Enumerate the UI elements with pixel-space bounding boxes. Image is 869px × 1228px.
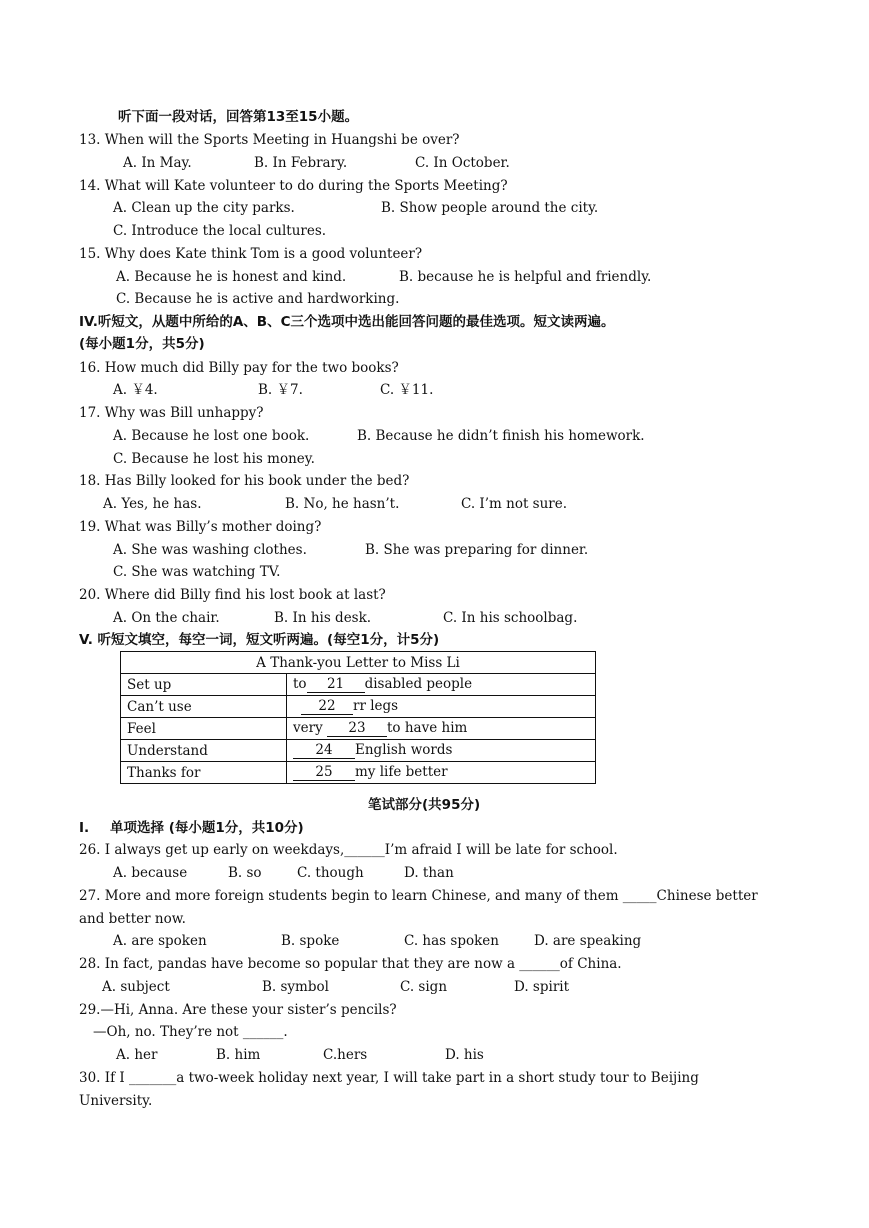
row-prefix: to bbox=[293, 676, 307, 692]
question-26-stem: 26. I always get up early on weekdays,______I’m afraid I will be late for school. bbox=[79, 842, 618, 858]
row-content bbox=[287, 674, 596, 696]
question-15-stem: 15. Why does Kate think Tom is a good volunteer? bbox=[79, 246, 423, 262]
row-content bbox=[287, 696, 596, 718]
row-content bbox=[287, 740, 596, 762]
question-16-option-a: A. ￥4. bbox=[113, 382, 158, 398]
table-title-row bbox=[121, 652, 596, 674]
question-30-stem-line2: University. bbox=[79, 1093, 153, 1109]
question-27-option-b: B. spoke bbox=[281, 933, 340, 949]
row-suffix: English words bbox=[355, 742, 453, 758]
question-26-option-c: C. though bbox=[297, 865, 364, 881]
row-label: Thanks for bbox=[121, 762, 287, 784]
blank-24: 24 bbox=[293, 742, 355, 759]
question-18-stem: 18. Has Billy looked for his book under the bed? bbox=[79, 473, 410, 489]
question-16-option-b: B. ￥7. bbox=[258, 382, 303, 398]
question-27-stem-line1: 27. More and more foreign students begin to learn Chinese, and many of them _____Chinese better bbox=[79, 888, 758, 904]
question-20-option-b: B. In his desk. bbox=[274, 610, 372, 626]
section4-subheading: (每小题1分，共5分) bbox=[79, 336, 205, 352]
question-26-option-b: B. so bbox=[228, 865, 262, 881]
question-19-option-b: B. She was preparing for dinner. bbox=[365, 542, 589, 558]
row-label: Feel bbox=[121, 718, 287, 740]
blank-23: 23 bbox=[327, 720, 387, 737]
question-28-option-b: B. symbol bbox=[262, 979, 329, 995]
section5-heading: V. 听短文填空，每空一词，短文听两遍。(每空1分，计5分) bbox=[79, 632, 440, 648]
blank-25: 25 bbox=[293, 764, 355, 781]
table-row bbox=[121, 718, 596, 740]
question-15-option-b: B. because he is helpful and friendly. bbox=[399, 269, 652, 285]
table-row bbox=[121, 696, 596, 718]
blank-21: 21 bbox=[307, 676, 365, 693]
question-16-option-c: C. ￥11. bbox=[380, 382, 434, 398]
question-20-option-c: C. In his schoolbag. bbox=[443, 610, 578, 626]
question-14-option-b: B. Show people around the city. bbox=[381, 200, 599, 216]
question-19-option-a: A. She was washing clothes. bbox=[113, 542, 307, 558]
question-29-option-d: D. his bbox=[445, 1047, 484, 1063]
question-19-option-c: C. She was watching TV. bbox=[113, 564, 281, 580]
question-17-stem: 17. Why was Bill unhappy? bbox=[79, 405, 264, 421]
question-26-option-d: D. than bbox=[404, 865, 454, 881]
question-18-option-c: C. I’m not sure. bbox=[461, 496, 568, 512]
question-13-option-c: C. In October. bbox=[415, 155, 510, 171]
row-suffix: rr legs bbox=[353, 698, 399, 714]
section3-intro: 听下面一段对话，回答第13至15小题。 bbox=[118, 109, 359, 125]
question-17-option-a: A. Because he lost one book. bbox=[113, 428, 310, 444]
question-17-option-b: B. Because he didn’t finish his homework. bbox=[357, 428, 645, 444]
question-13-option-b: B. In Febrary. bbox=[254, 155, 348, 171]
question-19-stem: 19. What was Billy’s mother doing? bbox=[79, 519, 322, 535]
question-29-stem-line2: —Oh, no. They’re not ______. bbox=[93, 1024, 288, 1040]
row-prefix: very bbox=[293, 720, 327, 736]
question-18-option-b: B. No, he hasn’t. bbox=[285, 496, 400, 512]
question-29-stem-line1: 29.—Hi, Anna. Are these your sister’s pencils? bbox=[79, 1002, 397, 1018]
question-17-option-c: C. Because he lost his money. bbox=[113, 451, 315, 467]
question-14-stem: 14. What will Kate volunteer to do during the Sports Meeting? bbox=[79, 178, 508, 194]
table-row bbox=[121, 740, 596, 762]
row-label: Can’t use bbox=[121, 696, 287, 718]
section1-heading: 单项选择 (每小题1分，共10分) bbox=[110, 820, 304, 836]
question-13-stem: 13. When will the Sports Meeting in Huangshi be over? bbox=[79, 132, 460, 148]
question-14-option-c: C. Introduce the local cultures. bbox=[113, 223, 327, 239]
thank-you-letter-table bbox=[120, 651, 596, 784]
question-27-stem-line2: and better now. bbox=[79, 911, 186, 927]
written-part-title: 笔试部分(共95分) bbox=[368, 797, 481, 813]
question-27-option-a: A. are spoken bbox=[113, 933, 207, 949]
question-20-option-a: A. On the chair. bbox=[113, 610, 220, 626]
question-14-option-a: A. Clean up the city parks. bbox=[113, 200, 295, 216]
question-27-option-d: D. are speaking bbox=[534, 933, 642, 949]
question-29-option-c: C.hers bbox=[323, 1047, 368, 1063]
question-15-option-c: C. Because he is active and hardworking. bbox=[116, 291, 400, 307]
question-29-option-a: A. her bbox=[116, 1047, 158, 1063]
question-15-option-a: A. Because he is honest and kind. bbox=[116, 269, 347, 285]
blank-22: 22 bbox=[301, 698, 353, 715]
question-29-option-b: B. him bbox=[216, 1047, 261, 1063]
table-row bbox=[121, 762, 596, 784]
question-13-option-a: A. In May. bbox=[123, 155, 192, 171]
row-content bbox=[287, 762, 596, 784]
row-content bbox=[287, 718, 596, 740]
question-28-option-d: D. spirit bbox=[514, 979, 570, 995]
question-18-option-a: A. Yes, he has. bbox=[103, 496, 202, 512]
question-26-option-a: A. because bbox=[113, 865, 188, 881]
question-30-stem-line1: 30. If I _______a two-week holiday next year, I will take part in a short study tour to Beijing bbox=[79, 1070, 699, 1086]
row-suffix: disabled people bbox=[364, 676, 473, 692]
question-28-stem: 28. In fact, pandas have become so popular that they are now a ______of China. bbox=[79, 956, 622, 972]
question-16-stem: 16. How much did Billy pay for the two books? bbox=[79, 360, 399, 376]
table-title: A Thank-you Letter to Miss Li bbox=[121, 652, 596, 674]
question-28-option-c: C. sign bbox=[400, 979, 448, 995]
question-27-option-c: C. has spoken bbox=[404, 933, 499, 949]
section1-heading-number: I. bbox=[79, 820, 90, 836]
section4-heading: IV.听短文，从题中所给的A、B、C三个选项中选出能回答问题的最佳选项。短文读两遍。 bbox=[79, 314, 615, 330]
row-suffix: to have him bbox=[387, 720, 468, 736]
row-label: Understand bbox=[121, 740, 287, 762]
table-row bbox=[121, 674, 596, 696]
question-20-stem: 20. Where did Billy find his lost book at last? bbox=[79, 587, 386, 603]
question-28-option-a: A. subject bbox=[102, 979, 170, 995]
row-label: Set up bbox=[121, 674, 287, 696]
row-suffix: my life better bbox=[355, 764, 448, 780]
